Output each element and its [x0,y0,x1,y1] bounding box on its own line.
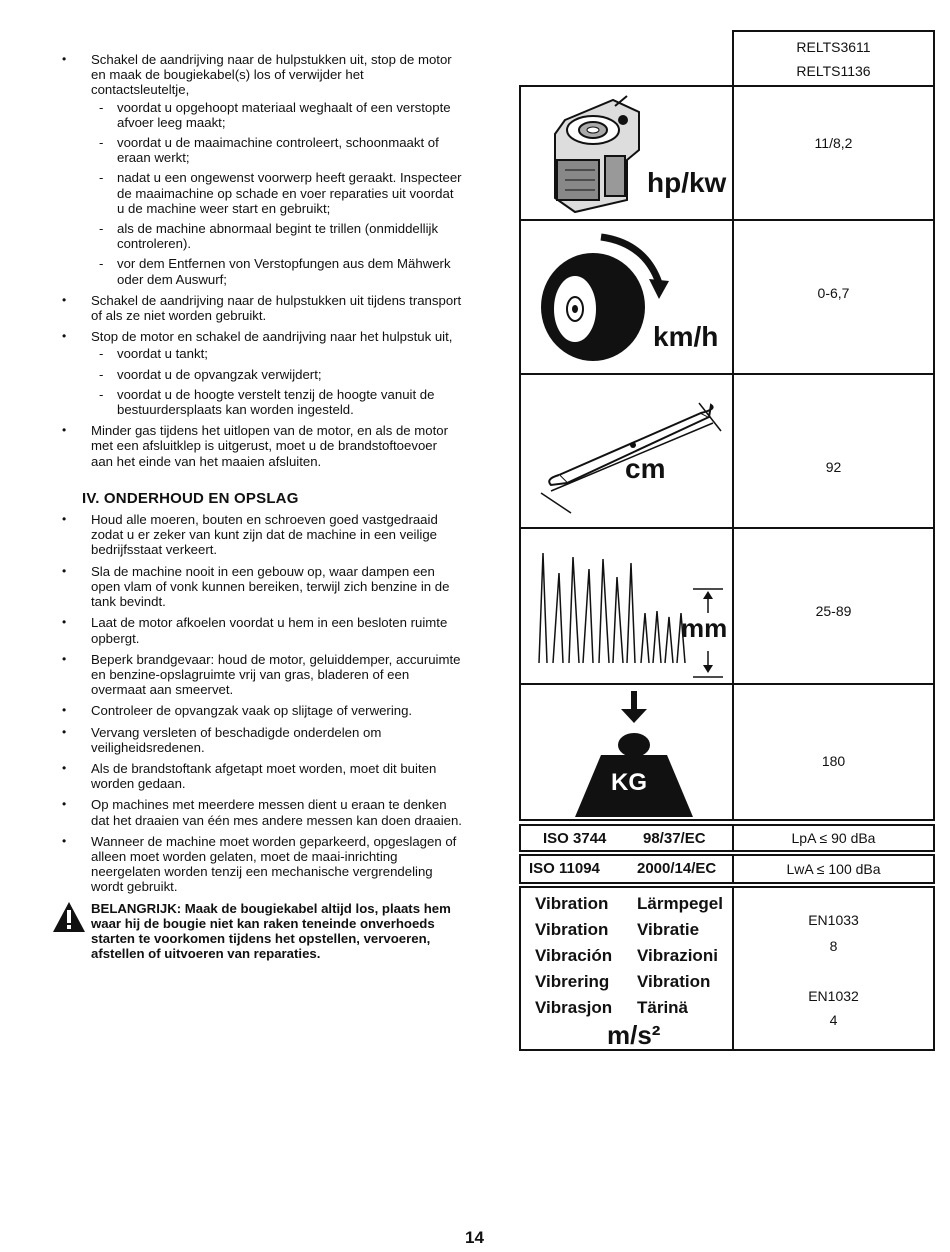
model-header-cell [732,30,935,87]
sub-list-item: - voordat u de hoogte verstelt tenzij de hoogte vanuit de bestuurdersplaats kan worden ingesteld. [91,387,462,417]
vibration-label: Vibration [535,894,609,913]
value-cell [732,373,935,529]
vibration-label: Vibratie [637,920,700,939]
value-cell [732,886,935,1051]
iso-directive: 98/37/EC [643,830,706,847]
iso-standard: ISO 11094 [529,860,600,877]
iso-cell [519,854,734,884]
page-number: 14 [465,1228,484,1247]
list-item [62,52,462,287]
unit-label: km/h [653,321,719,352]
spec-value: EN1032 [808,988,859,1004]
unit-label: KG [611,769,647,796]
safety-list [62,52,462,469]
sub-list-item: - voordat u de opvangzak verwijdert; [91,367,462,382]
sub-list-item: - voordat u opgehoopt materiaal weghaalt of een verstopte afvoer leeg maakt; [91,100,462,130]
spec-value: 4 [829,1012,838,1028]
value-cell [732,683,935,821]
spec-value: EN1033 [808,912,859,928]
sub-list-item: - nadat u een ongewenst voorwerp heeft geraakt. Inspecteer de maaimachine op schade en voer reparaties uit voordat u de machine weer start en gebruikt; [91,170,462,216]
icon-cell-blade [519,373,734,529]
sub-list [91,346,462,417]
section-heading: IV. ONDERHOUD EN OPSLAG [82,489,299,507]
value-cell [732,854,935,884]
list-item: • Wanneer de machine moet worden geparkeerd, opgeslagen of alleen moet worden gelaten, moet de maai-inrichting neergelaten worden tenzij een mechanische vergrendeling wordt gebruikt. [62,834,462,895]
iso-standard: ISO 3744 [543,830,607,847]
value-cell [732,219,935,375]
sub-list-item: - voordat u tankt; [91,346,462,361]
weight-icon [571,689,701,819]
unit-label: mm [681,613,728,643]
spec-value: 92 [825,459,842,475]
icon-cell-weight [519,683,734,821]
spec-table [519,30,935,1051]
grass-height-icon [523,533,733,683]
vibration-label: Vibration [535,920,609,939]
icon-cell-engine [519,85,734,221]
engine-icon [535,90,655,216]
vibration-label: Vibrazioni [637,946,718,965]
value-cell [732,824,935,852]
spec-value: 25-89 [815,603,852,619]
list-item: • Beperk brandgevaar: houd de motor, geluiddemper, accuruimte en benzine-opslagruimte vrij van gras, bladeren of een overmaat aan smeervet. [62,652,462,698]
iso-directive: 2000/14/EC [637,860,717,877]
sub-list [91,100,462,287]
instructions-column [62,52,462,961]
icon-cell-wheel [519,219,734,375]
list-item: • Minder gas tijdens het uitlopen van de motor, en als de motor met een afsluitklep is uitgerust, moet u de brandstoftoevoer aan het einde van het maaien afsluiten. [62,423,462,469]
list-item: • Controleer de opvangzak vaak op slijtage of verwering. [62,703,462,718]
list-item: • Laat de motor afkoelen voordat u hem in een besloten ruimte opbergt. [62,615,462,645]
vibration-label: Vibración [535,946,613,965]
vibration-label: Tärinä [637,998,689,1017]
list-item: • Vervang versleten of beschadigde onderdelen om veiligheidsredenen. [62,725,462,755]
list-item: • Op machines met meerdere messen dient u eraan te denken dat het draaien van één mes andere messen kan doen draaien. [62,797,462,827]
model-name: RELTS3611 [796,39,871,55]
vibration-unit: m/s² [607,1020,661,1050]
model-name: RELTS1136 [796,63,871,79]
list-item-text: Stop de motor en schakel de aandrijving naar het hulpstuk uit, [91,329,453,345]
unit-label: cm [625,453,666,484]
vibration-label: Vibrering [535,972,610,991]
vibration-labels-cell [519,886,734,1051]
unit-label: hp/kw [647,167,727,198]
list-item: • Schakel de aandrijving naar de hulpstukken uit tijdens transport of als ze niet worden gebruikt. [62,293,462,323]
value-cell [732,85,935,221]
list-item: • Houd alle moeren, bouten en schroeven goed vastgedraaid zodat u er zeker van kunt zijn dat de machine in een veilige bedrijfsstaat verkeert. [62,512,462,558]
value-cell [732,527,935,685]
spec-value: LpA ≤ 90 dBa [791,830,876,846]
spec-value: 11/8,2 [814,135,853,151]
vibration-label: Vibrasjon [535,998,613,1017]
spec-value: 0-6,7 [817,285,850,301]
vibration-label: Lärmpegel [637,894,723,913]
warning-text: BELANGRIJK: Maak de bougiekabel altijd los, plaats hem waar hij de bougie niet kan raken teneinde onverhoeds starten te voorkomen tijdens het opstellen, vervoeren, afstellen of uitvoeren van reparaties. [91,900,451,962]
sub-list-item: - voordat u de maaimachine controleert, schoonmaakt of eraan werkt; [91,135,462,165]
vibration-label: Vibration [637,972,711,991]
warning-note [62,901,462,962]
iso-cell [519,824,734,852]
maintenance-list [62,512,462,894]
list-item [62,329,462,417]
sub-list-item: - als de machine abnormaal begint te trillen (onmiddellijk controleren). [91,221,462,251]
warning-icon [52,901,86,933]
list-item-text: Schakel de aandrijving naar de hulpstukken uit, stop de motor en maak de bougiekabel(s) los of verwijder het contactsleuteltje, [91,52,452,98]
list-item: • Sla de machine nooit in een gebouw op, waar dampen een open vlam of vonk kunnen bereiken, terwijl zich benzine in de tank bevindt. [62,564,462,610]
list-item: • Als de brandstoftank afgetapt moet worden, moet dit buiten worden gedaan. [62,761,462,791]
icon-cell-grass [519,527,734,685]
spec-value: LwA ≤ 100 dBa [786,861,881,877]
spec-value: 8 [829,938,838,954]
sub-list-item: - vor dem Entfernen von Verstopfungen aus dem Mähwerk oder dem Auswurf; [91,256,462,286]
spec-value: 180 [821,753,846,769]
